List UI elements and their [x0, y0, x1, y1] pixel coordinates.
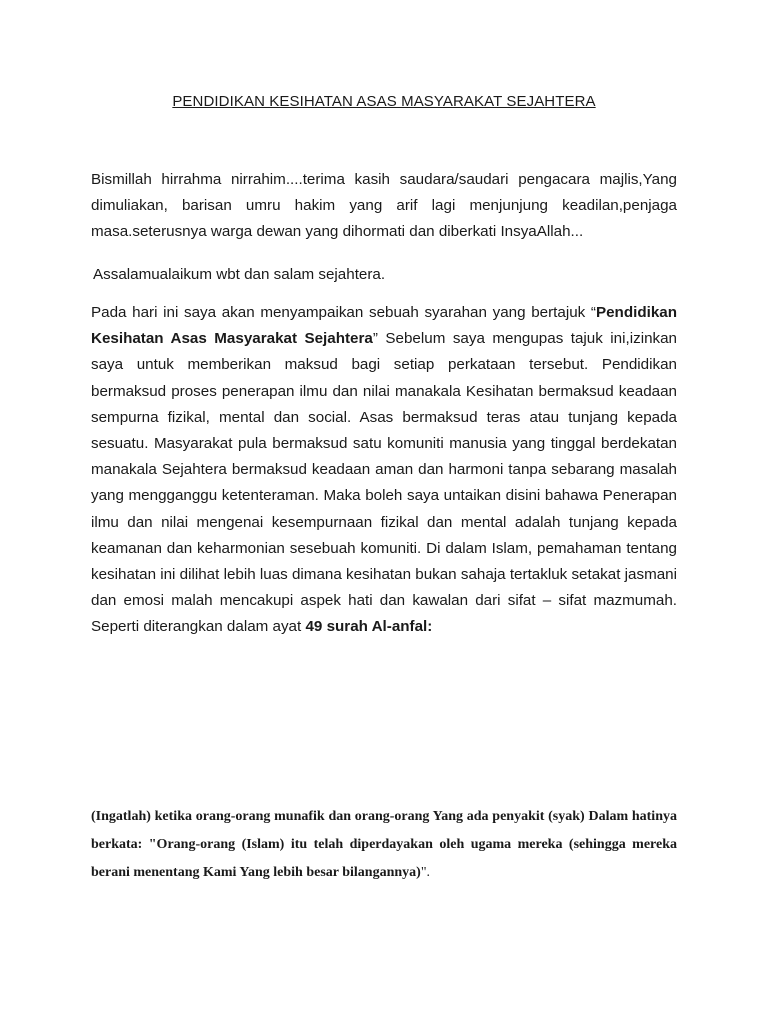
verse-reference-bold: 49 surah Al-anfal:: [305, 618, 433, 636]
document-title: PENDIDIKAN KESIHATAN ASAS MASYARAKAT SEJAHTERA: [172, 93, 596, 110]
body-text-main: ” Sebelum saya mengupas tajuk ini,izinkan saya untuk memberikan maksud bagi setiap perkataan tersebut. Pendidikan bermaksud proses penerapan ilmu dan nilai manakala Kesihatan bermaksud keadaan sempurna fizikal, mental dan social. Asas bermaksud teras atau tunjang kepada sesuatu. Masyarakat pula bermaksud satu komuniti manusia yang tinggal berdekatan manakala Sejahtera bermaksud keadaan aman dan harmoni tanpa sebarang masalah yang mengganggu ketenteraman. Maka boleh saya untaikan disini bahawa Penerapan ilmu dan nilai mengenai kesempurnaan fizikal dan mental adalah tunjang kepada keamanan dan keharmonian sesebuah komuniti. Di dalam Islam, pemahaman tentang kesihatan ini dilihat lebih luas dimana kesihatan bukan sahaja tertakluk setakat jasmani dan emosi malah mencakupi aspek hati dan kawalan dari sifat – sifat mazmumah. Seperti diterangkan dalam ayat: [91, 330, 677, 636]
speech-topic-bold: Pendidikan Kesihatan Asas Masyarakat Sejahtera: [91, 304, 677, 348]
greeting-paragraph: Assalamualaikum wbt dan salam sejahtera.: [93, 266, 386, 283]
verse-quote-closing: ".: [420, 865, 431, 880]
body-text-intro: Pada hari ini saya akan menyampaikan sebuah syarahan yang bertajuk “: [91, 304, 596, 321]
verse-quote: [91, 803, 677, 887]
verse-quote-text: (Ingatlah) ketika orang-orang munafik dan orang-orang Yang ada penyakit (syak) Dalam hatinya berkata: "Orang-orang (Islam) itu telah diperdayakan oleh ugama mereka (sehingga mereka berani menentang Kami Yang lebih besar bilangannya): [91, 809, 677, 880]
body-paragraph: [91, 300, 677, 641]
opening-paragraph: Bismillah hirrahma nirrahim....terima kasih saudara/saudari pengacara majlis,Yang dimuliakan, barisan umru hakim yang arif lagi menjunjung keadilan,penjaga masa.seterusnya warga dewan yang dihormati dan diberkati InsyaAllah...: [91, 171, 677, 241]
